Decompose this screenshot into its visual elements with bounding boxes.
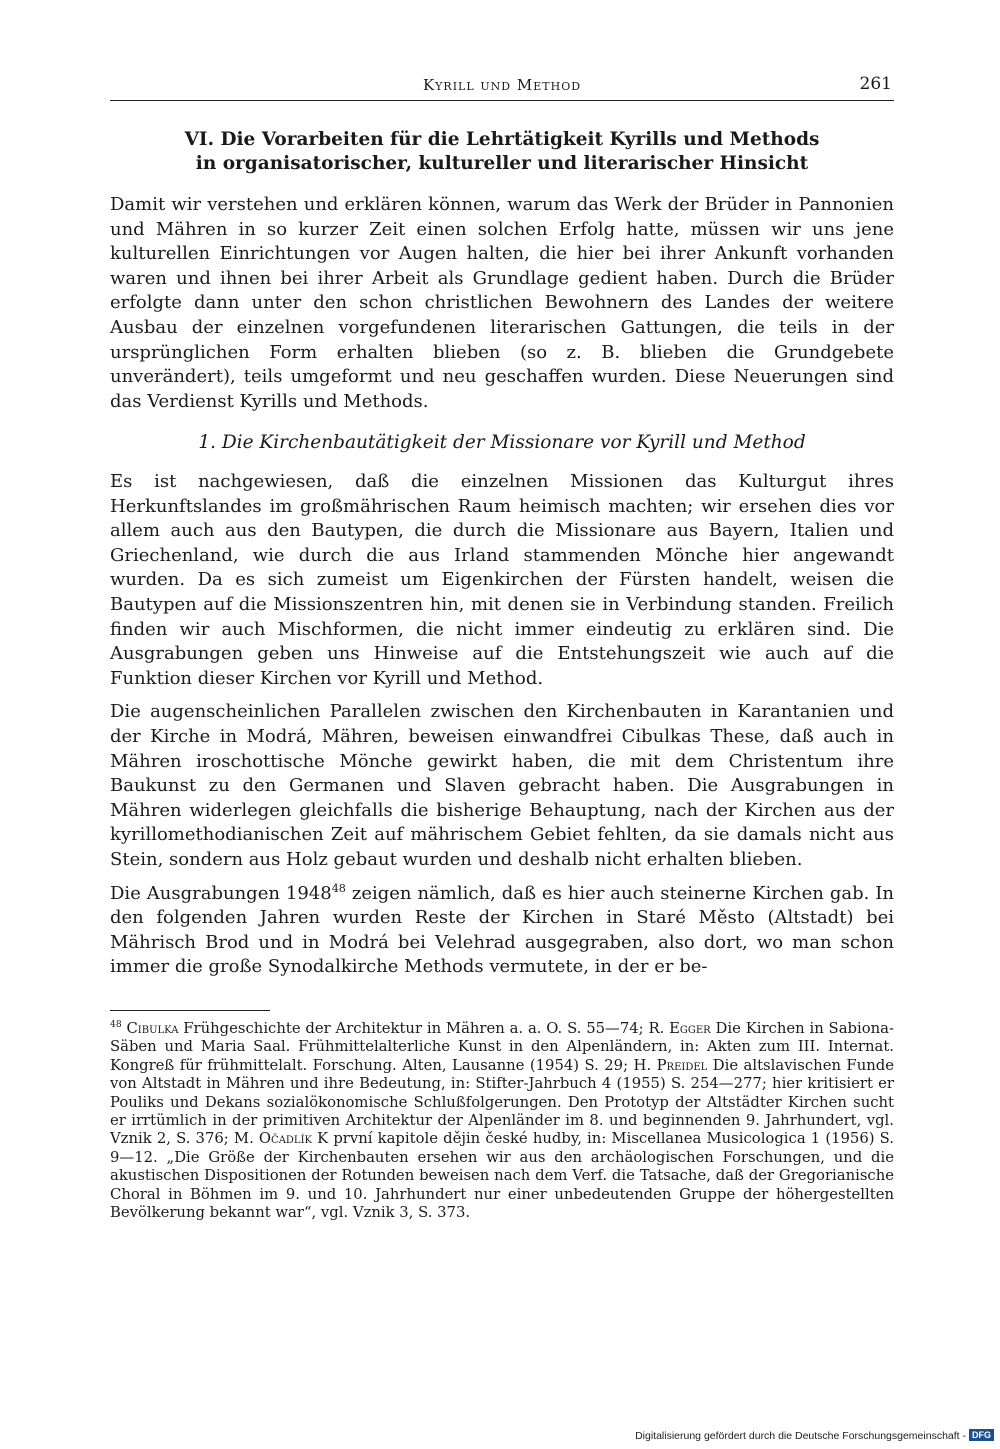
footnote-reference[interactable]: 48 bbox=[331, 881, 346, 895]
footnote-text: Frühgeschichte der Architektur in Mähren a. a. O. S. 55—74; R. bbox=[178, 1020, 670, 1037]
footnote-author: Egger bbox=[669, 1020, 711, 1037]
footnote-number: 48 bbox=[110, 1019, 122, 1031]
paragraph-1: Damit wir verstehen und erklären können, warum das Werk der Brüder in Pannonien und Mähren in so kurzer Zeit einen solchen Erfolg hatte, müssen wir uns jene kulturellen Einrichtungen vor Augen halten, die hier bei ihrer Ankunft vorhanden waren und ihnen bei ihrer Arbeit als Grundlage gedient haben. Durch die Brüder erfolgte dann unter den schon christlichen Bewohnern des Landes der weitere Ausbau der einzelnen vorgefundenen literarischen Gattungen, die teils in der ursprünglichen Form erhalten blieben (so z. B. blieben die Grundgebete unverändert), teils umgeformt und neu geschaffen wurden. Diese Neuerungen sind das Verdienst Kyrills und Methods. bbox=[110, 194, 894, 412]
digitization-credit bbox=[635, 1429, 994, 1442]
paragraph-2: Es ist nachgewiesen, daß die einzelnen Missionen das Kulturgut ihres Herkunftslandes im großmährischen Raum heimisch machten; wir ersehen dies vor allem auch aus den Bautypen, die durch die Missionare aus Bayern, Italien und Griechenland, wie durch die aus Irland stammenden Mönche hier angewandt wurden. Da es sich zumeist um Eigenkirchen der Fürsten handelt, weisen die Bautypen auf die Missionszentren hin, mit denen sie in Verbindung standen. Freilich finden wir auch Mischformen, die nicht immer eindeutig zu erklären sind. Die Ausgrabungen geben uns Hinweise auf die Entstehungszeit wie auch auf die Funktion dieser Kirchen vor Kyrill und Method. bbox=[110, 471, 894, 689]
paragraph-3: Die augenscheinlichen Parallelen zwischen den Kirchenbauten in Karantanien und der Kirche in Modrá, Mähren, beweisen einwandfrei Cibulkas These, daß auch in Mähren iroschottische Mönche gewirkt haben, die mit dem Christentum ihre Baukunst zu den Germanen und Slaven gebracht haben. Die Ausgrabungen in Mähren widerlegen gleichfalls die bisherige Behauptung, nach der Kirchen aus der kyrillomethodianischen Zeit auf mährischem Gebiet fehlten, da sie damals nicht aus Stein, sondern aus Holz gebaut wurden und deshalb nicht erhalten blieben. bbox=[110, 701, 894, 870]
running-header bbox=[110, 72, 894, 101]
footnote-text: K první kapitole dějin české hudby, in: Miscellanea Musicologica 1 (1956) S. 9—12. „Die Größe der Kirchenbauten ersehen wir aus den archäologischen Forschungen, und die akustischen Dispositionen der Rotunden beweisen nach dem Verf. die Tatsache, daß der Gregorianische Choral in Böhmen im 9. und 10. Jahrhundert nur einer unbedeutenden Gruppe der höhergestellten Bevölkerung bekannt war“, vgl. Vznik 3, S. 373. bbox=[110, 1130, 894, 1222]
section-heading-line-1: VI. Die Vorarbeiten für die Lehrtätigkeit Kyrills und Methods bbox=[184, 129, 820, 150]
footnote-author: Cibulka bbox=[126, 1020, 179, 1037]
subsection-body bbox=[110, 470, 894, 989]
credit-text: Digitalisierung gefördert durch die Deutsche Forschungsgemeinschaft - bbox=[635, 1430, 966, 1442]
footnote-text: Die altslavischen Funde von Altstadt in Mähren und ihre Bedeutung, in: Stifter-Jahrbuch 4 (1955) S. 254—277; hier kritisiert er Pouliks und Dekans sozialökonomische Schlußfolgerungen. Den Prototyp der Altstädter Kirchen sucht er irrtümlich in der primitiven Architektur der Alpenländer im 8. und beginnenden 9. Jahrhundert, vgl. Vznik 2, S. 376; M. bbox=[110, 1056, 894, 1148]
subsection-heading: 1. Die Kirchenbautätigkeit der Missionare vor Kyrill und Method bbox=[198, 432, 806, 453]
intro-text bbox=[110, 193, 894, 423]
footnote-text: Die Kirchen in Sabiona-Säben und Maria Saal. Frühmittelalterliche Kunst in den Alpenländern, in: Akten zum III. Internat. Kongreß für frühmittelalt. Forschung. Alten, Lausanne (1954) S. 29; H. bbox=[110, 1020, 894, 1074]
footnote-author: Očadlík bbox=[258, 1130, 312, 1148]
footnote-divider bbox=[110, 1010, 270, 1011]
section-heading bbox=[110, 128, 894, 176]
paragraph-4 bbox=[110, 882, 894, 980]
page-number: 261 bbox=[859, 74, 892, 94]
footnote bbox=[110, 1020, 894, 1222]
running-title: Kyrill und Method bbox=[422, 76, 582, 94]
footnote-author: Preidel bbox=[656, 1056, 708, 1074]
paragraph-4-end: zeigen nämlich, daß es hier auch steinerne Kirchen gab. In den folgenden Jahren wurden Reste der Kirchen in Staré Město (Altstadt) bei Mährisch Brod und in Modrá bei Velehrad ausgegraben, also dort, wo man schon immer die große Synodalkirche Methods vermutete, in der er be- bbox=[110, 882, 894, 978]
paragraph-4-start: Die Ausgrabungen 1948 bbox=[110, 882, 332, 904]
section-heading-line-2: in organisatorischer, kultureller und literarischer Hinsicht bbox=[195, 153, 809, 174]
dfg-logo: DFG bbox=[969, 1429, 994, 1441]
